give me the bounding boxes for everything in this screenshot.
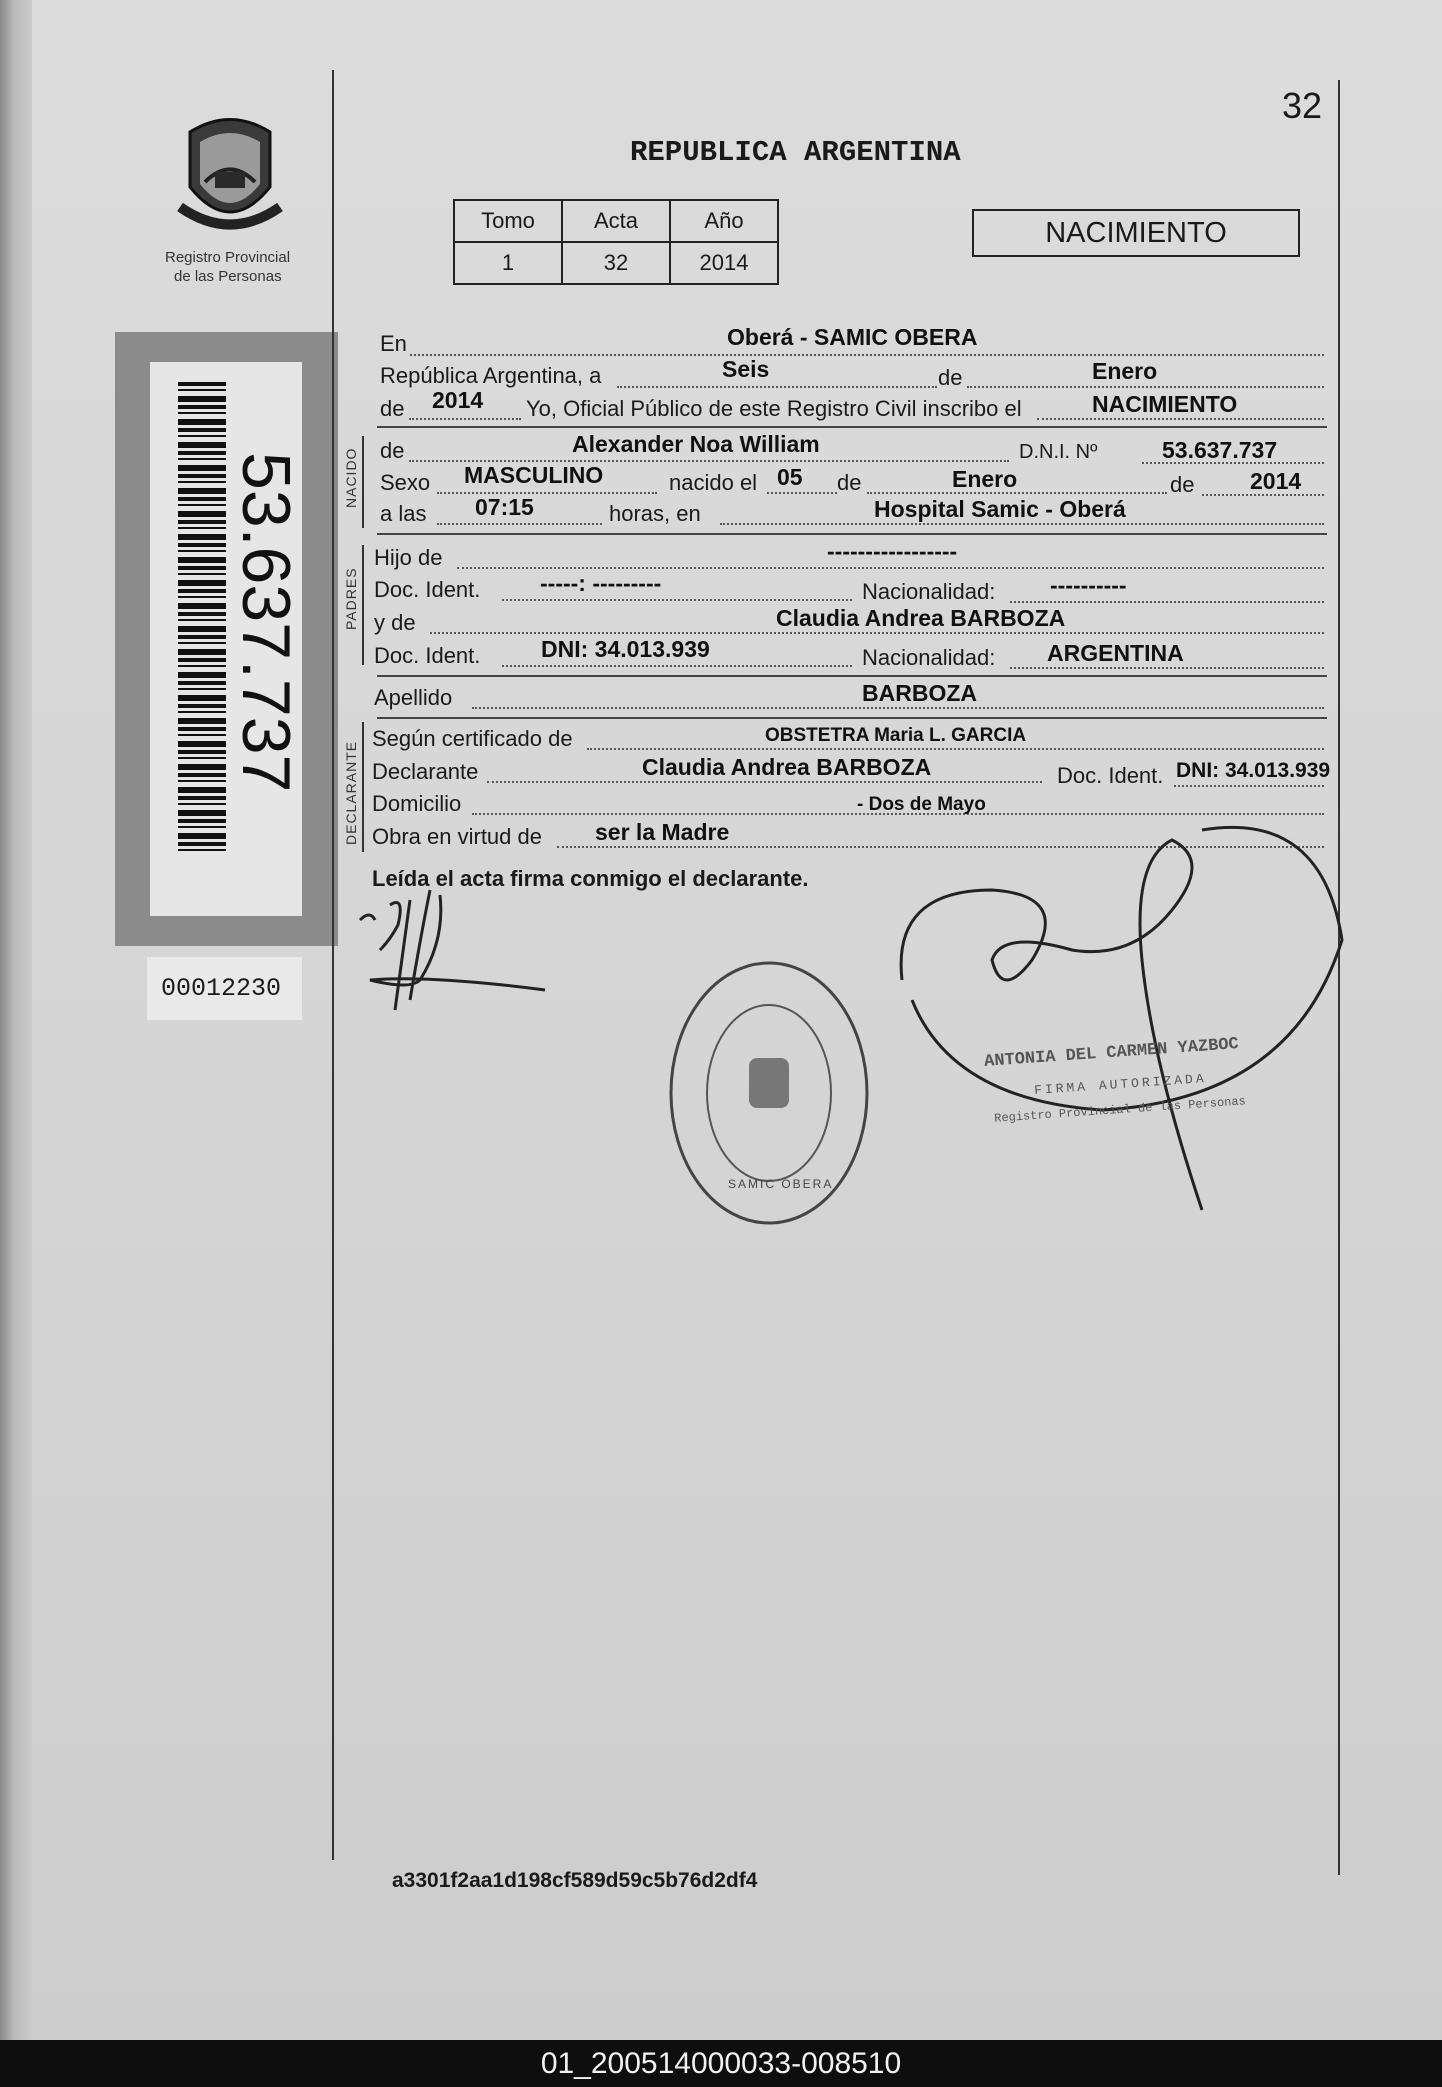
table-value-tomo: 1 xyxy=(454,242,562,284)
section-label-nacido: NACIDO xyxy=(343,447,359,508)
official-signature xyxy=(872,800,1352,1220)
serial-label xyxy=(147,957,302,1020)
label-nacionalidad-madre: Nacionalidad: xyxy=(862,645,996,670)
section-divider xyxy=(377,717,1327,719)
declarant-signature xyxy=(350,880,560,1040)
value-inscribo: NACIMIENTO xyxy=(1092,391,1238,417)
label-de-4: de xyxy=(837,470,862,495)
emblem-caption-line1: Registro Provincial xyxy=(165,249,291,266)
section-label-declarante: DECLARANTE xyxy=(343,740,359,845)
barcode-number: 53.637.737 xyxy=(228,452,304,793)
official-stamp-office: Registro Provincial de las Personas xyxy=(993,1094,1247,1126)
barcode-sticker xyxy=(115,332,338,946)
label-republica: República Argentina, a xyxy=(380,363,602,388)
label-de-2: de xyxy=(380,396,405,421)
official-stamp-role: FIRMA AUTORIZADA xyxy=(1033,1070,1208,1099)
section-divider xyxy=(377,533,1327,535)
dotted-line xyxy=(767,492,837,494)
label-oficial: Yo, Oficial Público de este Registro Civil inscribo el xyxy=(526,396,1022,421)
dotted-line xyxy=(437,523,602,525)
dotted-line xyxy=(1202,494,1324,496)
label-nacido: nacido el xyxy=(669,470,758,495)
section-divider xyxy=(377,426,1327,428)
declarante-bracket xyxy=(362,722,364,852)
value-sexo: MASCULINO xyxy=(464,462,604,488)
barcode-label xyxy=(150,362,302,916)
table-header-anio: Año xyxy=(670,200,778,242)
label-apellido: Apellido xyxy=(374,685,453,710)
label-de: de xyxy=(938,365,963,390)
country-title: REPUBLICA ARGENTINA xyxy=(630,136,961,169)
province-emblem xyxy=(170,112,290,247)
barcode-bars xyxy=(178,382,226,852)
label-alas: a las xyxy=(380,501,427,526)
label-yde: y de xyxy=(374,610,416,635)
label-declarante: Declarante xyxy=(372,759,479,784)
round-seal-inner-text: SAMIC OBERA xyxy=(728,1177,834,1191)
label-docident-madre: Doc. Ident. xyxy=(374,643,481,668)
document-hash: a3301f2aa1d198cf589d59c5b76d2df4 xyxy=(392,1869,758,1892)
value-nombre: Alexander Noa William xyxy=(572,431,820,457)
document-sheet xyxy=(32,0,1442,2040)
value-padre-nac: ---------- xyxy=(1050,572,1127,598)
nacido-bracket xyxy=(362,436,364,528)
value-certificado: OBSTETRA Maria L. GARCIA xyxy=(765,725,1027,746)
value-dia: Seis xyxy=(722,356,770,382)
value-nac-dia: 05 xyxy=(777,464,803,490)
value-declarante-doc: DNI: 34.013.939 xyxy=(1176,759,1331,782)
label-certificado: Según certificado de xyxy=(372,726,573,751)
padres-bracket xyxy=(362,545,364,665)
value-madre-nac: ARGENTINA xyxy=(1047,640,1184,666)
label-nacionalidad-padre: Nacionalidad: xyxy=(862,579,996,604)
table-value-anio: 2014 xyxy=(670,242,778,284)
label-dni: D.N.I. Nº xyxy=(1019,441,1098,463)
value-declarante: Claudia Andrea BARBOZA xyxy=(642,754,932,780)
section-divider xyxy=(377,675,1327,677)
dotted-line xyxy=(867,492,1167,494)
value-madre-doc: DNI: 34.013.939 xyxy=(541,636,710,662)
dotted-line xyxy=(472,707,1324,709)
table-header-acta: Acta xyxy=(562,200,670,242)
label-hijo: Hijo de xyxy=(374,545,443,570)
record-type-box: NACIMIENTO xyxy=(972,209,1300,257)
value-anio: 2014 xyxy=(432,387,484,413)
round-seal-stamp xyxy=(664,958,874,1228)
dotted-line xyxy=(457,567,1324,569)
label-decl-doc: Doc. Ident. xyxy=(1057,763,1164,788)
label-en: En xyxy=(380,331,407,356)
dotted-line xyxy=(410,354,1324,356)
emblem-caption-line2: de las Personas xyxy=(174,268,282,285)
label-domicilio: Domicilio xyxy=(372,791,462,816)
scan-footer xyxy=(0,2040,1442,2087)
dotted-line xyxy=(430,632,1324,634)
dotted-line xyxy=(967,386,1324,388)
value-nac-anio: 2014 xyxy=(1250,468,1302,494)
value-obra: ser la Madre xyxy=(595,819,730,845)
dotted-line xyxy=(1174,785,1324,787)
label-de-3: de xyxy=(380,438,405,463)
dotted-line xyxy=(502,665,852,667)
closing-statement: Leída el acta firma conmigo el declarante. xyxy=(372,866,809,891)
label-sexo: Sexo xyxy=(380,470,431,495)
table-value-acta: 32 xyxy=(562,242,670,284)
value-hora: 07:15 xyxy=(475,494,534,520)
label-horas: horas, en xyxy=(609,501,701,526)
dotted-line xyxy=(1010,601,1324,603)
dotted-line xyxy=(487,781,1042,783)
official-stamp-name: ANTONIA DEL CARMEN YAZBOC xyxy=(983,1035,1240,1072)
dotted-line xyxy=(587,748,1324,750)
dotted-line xyxy=(720,523,1324,525)
value-madre: Claudia Andrea BARBOZA xyxy=(776,605,1066,631)
label-docident-padre: Doc. Ident. xyxy=(374,577,481,602)
value-lugar: Hospital Samic - Oberá xyxy=(874,496,1126,522)
dotted-line xyxy=(1010,667,1324,669)
label-de-5: de xyxy=(1170,472,1195,497)
value-apellido: BARBOZA xyxy=(862,680,977,706)
scan-footer-id: 01_200514000033-008510 xyxy=(540,2047,902,2080)
dotted-line xyxy=(437,492,657,494)
book-reference-table xyxy=(453,199,779,285)
dotted-line xyxy=(502,599,852,601)
value-domicilio: - Dos de Mayo xyxy=(857,794,986,815)
dotted-line xyxy=(617,386,937,388)
value-en: Oberá - SAMIC OBERA xyxy=(727,324,978,350)
value-mes: Enero xyxy=(1092,358,1158,384)
value-dni: 53.637.737 xyxy=(1162,437,1278,463)
section-label-padres: PADRES xyxy=(343,567,359,630)
dotted-line xyxy=(409,418,521,420)
label-obra: Obra en virtud de xyxy=(372,824,542,849)
value-padre: ----------------- xyxy=(827,538,958,564)
value-padre-doc: -----: --------- xyxy=(540,570,662,596)
dotted-line xyxy=(1037,418,1324,420)
left-margin-line xyxy=(332,70,334,1860)
page-number: 32 xyxy=(1282,85,1323,126)
table-header-tomo: Tomo xyxy=(454,200,562,242)
serial-number: 00012230 xyxy=(161,974,282,1003)
value-nac-mes: Enero xyxy=(952,466,1018,492)
